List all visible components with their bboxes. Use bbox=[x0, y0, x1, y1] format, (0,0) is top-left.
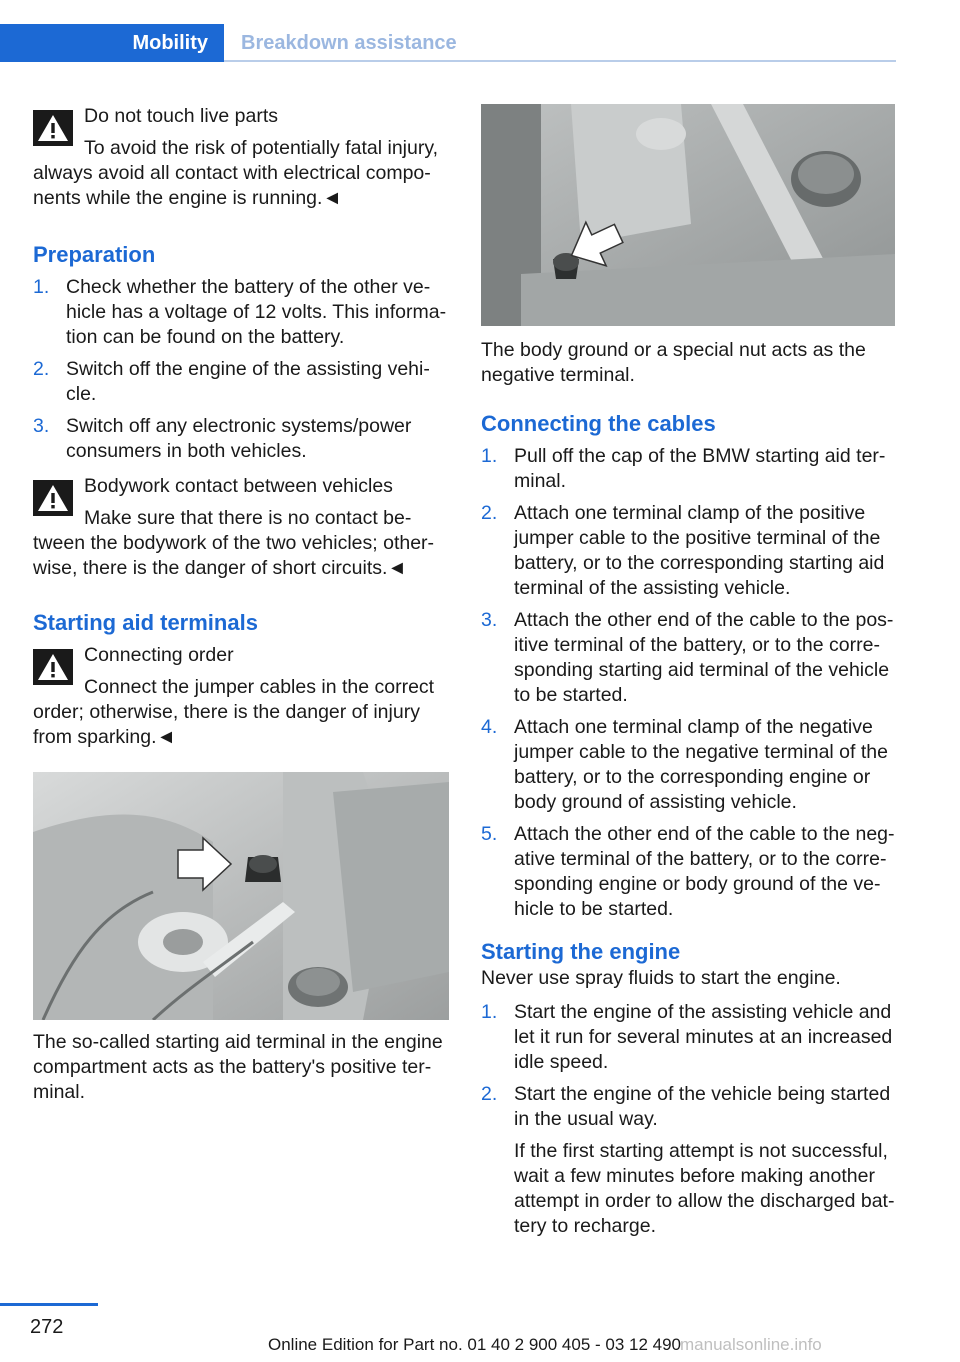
engine-photo-negative-terminal bbox=[481, 104, 895, 326]
right-column bbox=[481, 100, 897, 1246]
list-item: 5. Attach the other end of the cable to the neg-ative terminal of the battery, or to the corre-sponding engine or body ground of the ve-hicle to be started. bbox=[481, 823, 895, 920]
page-header bbox=[0, 24, 896, 62]
footer-divider bbox=[0, 1303, 98, 1306]
page-number: 272 bbox=[30, 1316, 64, 1338]
heading-connecting-cables: Connecting the cables bbox=[481, 411, 716, 436]
list-item: 1. Check whether the battery of the other ve-hicle has a voltage of 12 volts. This informa-tion can be found on the battery. bbox=[33, 276, 447, 348]
connecting-steps bbox=[481, 444, 897, 922]
warning-triangle-icon bbox=[33, 480, 73, 516]
engine-steps bbox=[481, 1000, 897, 1239]
list-item: 2. Switch off the engine of the assisting vehi-cle. bbox=[33, 358, 430, 405]
heading-starting-aid-terminals: Starting aid terminals bbox=[33, 610, 258, 635]
warning-live-parts bbox=[33, 104, 449, 211]
list-item: 2. Attach one terminal clamp of the positive jumper cable to the positive terminal of the battery, or to the corresponding starting aid terminal of the assisting vehicle. bbox=[481, 502, 885, 599]
section-tab-breakdown-assistance[interactable]: Breakdown assistance bbox=[241, 31, 457, 54]
list-item: 2. Start the engine of the vehicle being started in the usual way. If the first starting attempt is not successful, wait a few minutes before making another attempt in order to allow the discharged bat-tery to recharge. bbox=[481, 1082, 897, 1239]
warning-connecting-order bbox=[33, 643, 449, 750]
warning-bodywork-contact bbox=[33, 474, 449, 581]
list-item: 1. Start the engine of the assisting vehicle and let it run for several minutes at an increased idle speed. bbox=[481, 1001, 893, 1073]
warning-text: Connect the jumper cables in the correct bbox=[84, 676, 435, 698]
warning-triangle-icon bbox=[33, 649, 73, 685]
warning-title: Do not touch live parts bbox=[84, 105, 279, 127]
caption-positive-terminal: The so-called starting aid terminal in the engine compartment acts as the battery's positive ter-minal. bbox=[33, 1031, 443, 1103]
warning-text: Make sure that there is no contact be- bbox=[84, 507, 412, 529]
warning-text-cont: always avoid all contact with electrical compo-nents while the engine is running.◄ bbox=[33, 162, 431, 209]
list-item: 3. Attach the other end of the cable to the pos-itive terminal of the battery, or to the corre-sponding starting aid terminal of the vehicle to be started. bbox=[481, 609, 894, 706]
left-column bbox=[33, 100, 449, 1105]
engine-intro: Never use spray fluids to start the engine. bbox=[481, 967, 841, 989]
section-tab-mobility[interactable]: Mobility bbox=[0, 24, 224, 62]
preparation-steps bbox=[33, 275, 449, 464]
list-item: 3. Switch off any electronic systems/power consumers in both vehicles. bbox=[33, 415, 412, 462]
warning-text-cont: order; otherwise, there is the danger of injury from sparking.◄ bbox=[33, 701, 420, 748]
engine-note: If the first starting attempt is not successful, wait a few minutes before making another attempt in order to allow the discharged bat-tery to recharge. bbox=[514, 1140, 895, 1237]
heading-preparation: Preparation bbox=[33, 242, 156, 267]
edition-text: Online Edition for Part no. 01 40 2 900 405 - 03 12 490 bbox=[268, 1335, 682, 1354]
list-item: 1. Pull off the cap of the BMW starting aid ter-minal. bbox=[481, 445, 886, 492]
warning-triangle-icon bbox=[33, 110, 73, 146]
heading-starting-engine: Starting the engine bbox=[481, 939, 681, 964]
watermark-text: manualsonline.info bbox=[680, 1335, 822, 1354]
warning-text: To avoid the risk of potentially fatal injury, bbox=[84, 137, 439, 159]
warning-text-cont: tween the bodywork of the two vehicles; other-wise, there is the danger of short circuits.◄ bbox=[33, 532, 435, 579]
engine-photo-positive-terminal bbox=[33, 772, 449, 1020]
header-divider bbox=[224, 60, 896, 62]
warning-title: Bodywork contact between vehicles bbox=[84, 475, 393, 497]
caption-negative-terminal: The body ground or a special nut acts as the negative terminal. bbox=[481, 339, 866, 386]
warning-title: Connecting order bbox=[84, 644, 234, 666]
list-item: 4. Attach one terminal clamp of the negative jumper cable to the negative terminal of the battery, or to the corresponding engine or body ground of assisting vehicle. bbox=[481, 716, 888, 813]
